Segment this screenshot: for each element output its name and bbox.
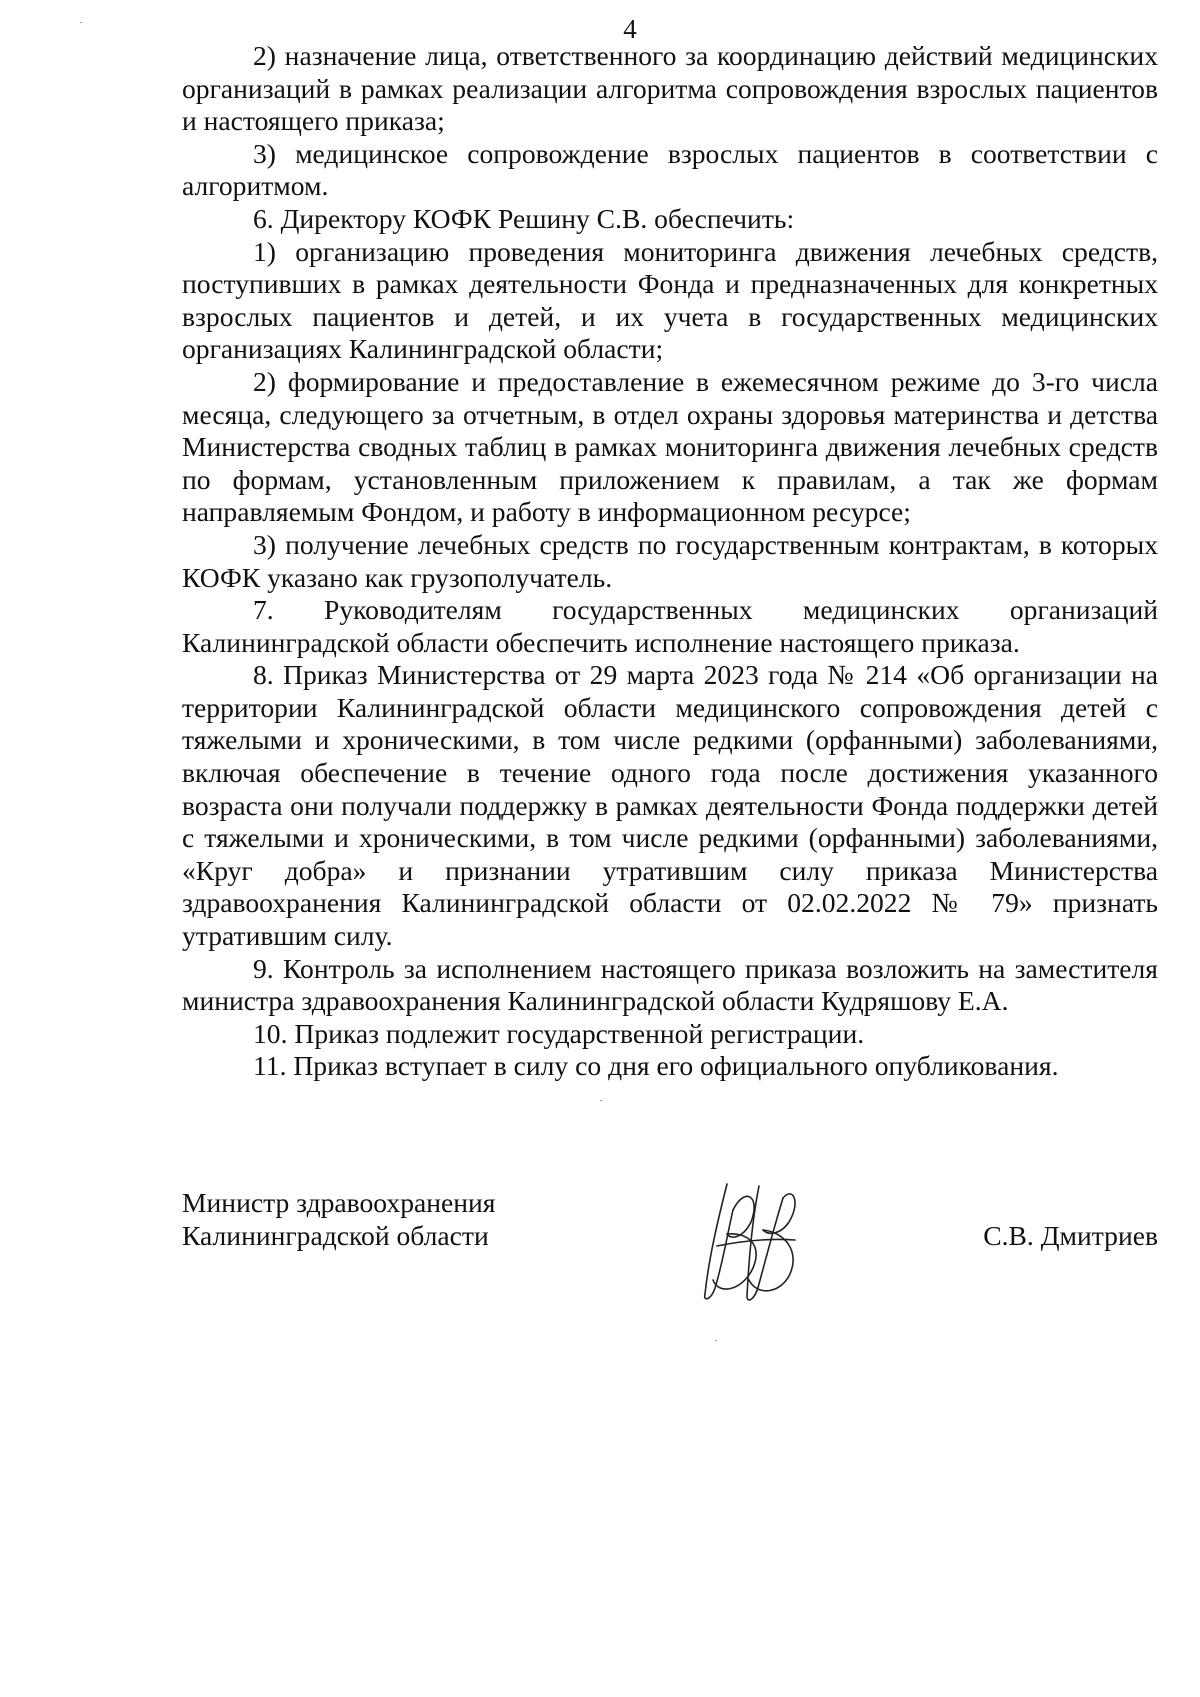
signer-title-line-1: Министр здравоохранения: [182, 1187, 496, 1218]
paragraph-adult-support: 3) медицинское сопровождение взрослых пациентов в соответствии с алгоритмом.: [182, 137, 1158, 202]
paragraph-contracts: 3) получение лечебных средств по государственным контрактам, в которых КОФК указано как грузополучатель.: [182, 528, 1158, 593]
signer-title: [182, 1186, 496, 1252]
page-number: 4: [623, 14, 637, 44]
paragraph-monitoring: 1) организацию проведения мониторинга движения лечебных средств, поступивших в рамках деятельности Фонда и предназначенных для конкретных взрослых пациентов и детей, и их учета в государственных медицинских организациях Калининградской области;: [182, 235, 1158, 365]
signer-name: С.В. Дмитриев: [983, 1220, 1158, 1251]
scan-speck: [715, 1340, 717, 1341]
paragraph-item-6: 6. Директору КОФК Решину С.В. обеспечить:: [253, 202, 795, 234]
handwritten-signature-icon: [697, 1176, 807, 1306]
paragraph-item-8: 8. Приказ Министерства от 29 марта 2023 года № 214 «Об организации на территории Калининградской области медицинского сопровождения детей с тяжелыми и хроническими, в том числе редкими (орфанными) заболеваниями, включая обеспечение в течение одного года после достижения указанного возраста они получали поддержку в рамках деятельности Фонда поддержки детей с тяжелыми и хроническими, в том числе редкими (орфанными) заболеваниями, «Круг добра» и признании утратившим силу приказа Министерства здравоохранения Калининградской области от 02.02.2022 № 79» признать утратившим силу.: [182, 659, 1158, 952]
paragraph-item-11: 11. Приказ вступает в силу со дня его официального опубликования.: [253, 1050, 1059, 1082]
paragraph-item-7: 7. Руководителям государственных медицинских организаций Калининградской области обеспечить исполнение настоящего приказа.: [182, 594, 1158, 658]
signer-title-line-2: Калининградской области: [182, 1220, 489, 1251]
signature-block: [182, 1186, 1158, 1316]
paragraph-assign-coordinator: 2) назначение лица, ответственного за координацию действий медицинских организаций в рамках реализации алгоритма сопровождения взрослых пациентов и настоящего приказа;: [182, 40, 1158, 137]
scan-speck: [80, 22, 82, 23]
scan-speck: [600, 1100, 602, 1101]
paragraph-item-9: 9. Контроль за исполнением настоящего приказа возложить на заместителя министра здравоохранения Калининградской области Кудряшову Е.А.: [182, 952, 1158, 1017]
paragraph-item-10: 10. Приказ подлежит государственной регистрации.: [253, 1017, 865, 1049]
document-body: [182, 40, 1158, 1083]
paragraph-reporting: 2) формирование и предоставление в ежемесячном режиме до 3-го числа месяца, следующего за отчетным, в отдел охраны здоровья материнства и детства Министерства сводных таблиц в рамках мониторинга движения лечебных средств по формам, установленным приложением к правилам, а так же формам направляемым Фондом, и работу в информационном ресурсе;: [182, 365, 1158, 528]
